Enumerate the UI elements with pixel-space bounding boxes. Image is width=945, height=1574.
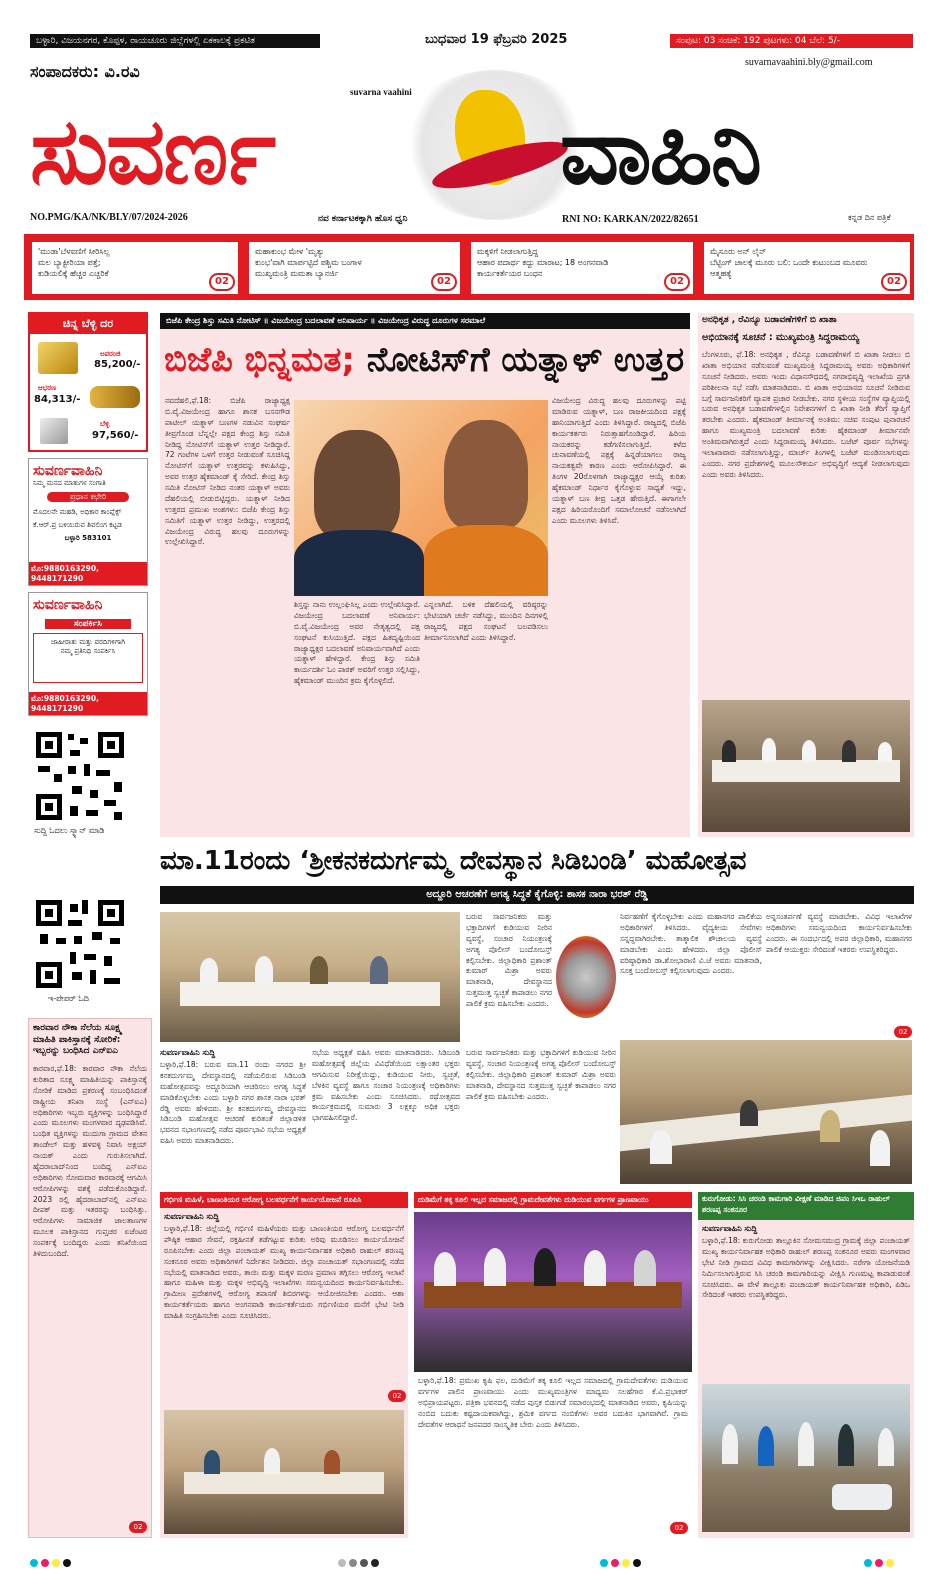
saffron-shirt-right (424, 525, 548, 596)
contact-ad (28, 592, 148, 716)
gold-22-label: ಆಭರಣ (38, 384, 57, 392)
person-figure (878, 1428, 894, 1466)
person-figure (838, 1424, 854, 1466)
person-figure (584, 1250, 606, 1286)
editor-line: ಸಂಪಾದಕರು: ವಿ.ರವಿ (30, 62, 140, 81)
lead-body-col4: ವಿಜಯೇಂದ್ರ ವಿರುದ್ಧ ಹಲವು ದೂರುಗಳನ್ನು ಪಟ್ಟಿ ಮಾಡಿರುವ ಯತ್ನಾಳ್, ಬಣ ರಾಜಕೀಯದಿಂದ ಪಕ್ಷಕ್ಕೆ ಹಾನಿಯಾಗುತ್ತಿದೆ ಎಂದು ತಿಳಿಸಿದ್ದಾರೆ. ರಾಜ್ಯದಲ್ಲಿ ಬಿಜೆಪಿ ಕಾರ್ಯಕರ್ತರು ನಿರುತ್ಸಾಹಗೊಂಡಿದ್ದಾರೆ. ಹಿರಿಯ ನಾಯಕರನ್ನು ಕಡೆಗಣಿಸಲಾಗುತ್ತಿದೆ. ಕಳೆದ ಚುನಾವಣೆಯಲ್ಲಿ ಪಕ್ಷಕ್ಕೆ ಹಿನ್ನಡೆಯಾಗಲು ರಾಜ್ಯ ನಾಯಕತ್ವವೇ ಕಾರಣ ಎಂದು ಆರೋಪಿಸಿದ್ದಾರೆ. ಈ ತಿಂಗಳ 20ರೊಳಗಾಗಿ ರಾಜ್ಯಾಧ್ಯಕ್ಷರ ಆಯ್ಕೆ ಕುರಿತು ಹೈಕಮಾಂಡ್ ನಿರ್ಧಾರ ಕೈಗೊಳ್ಳುವ ಸಾಧ್ಯತೆ ಇದ್ದು, ಯತ್ನಾಳ್ ಬಣ ತೀವ್ರ ಒತ್ತಡ ಹೇರುತ್ತಿದೆ. ಈಗಾಗಲೇ ಪಕ್ಷದ ಹಿರಿಯರೊಂದಿಗೆ ಸಮಾಲೋಚನೆ ನಡೆಸಲಾಗಿದೆ ಎಂದು ಮೂಲಗಳು ತಿಳಿಸಿವೆ. (552, 396, 686, 525)
lead-headline (164, 340, 684, 380)
story-kicker: ಗರ್ಭಿಣಿ ಮಹಿಳೆ, ಬಾಣಂತಿಯರ ಆರೋಗ್ಯ ಬಲವರ್ಧನೆಗೆ ಕಾರ್ಯಯೋಜನೆ ರೂಪಿಸಿ (160, 1192, 408, 1208)
yellow-dot (52, 1559, 60, 1567)
gold-bar-icon (38, 342, 78, 374)
person-figure (634, 1250, 656, 1286)
story-dateline: ಸುವರ್ಣವಾಹಿನಿ ಸುದ್ದಿ (702, 1224, 758, 1233)
lead-body-col2: ಶಿಸ್ತನ್ನು ನಾನು ಉಲ್ಲಂಘಿಸಿಲ್ಲ ಎಂದು ಉಲ್ಲೇಖಿಸಿದ್ದಾರೆ. ವಿಜಯೇಂದ್ರ ಬದಲಾವಣೆ ಅನಿವಾರ್ಯ: ಬಿ.ವೈ.ವಿಜಯೇಂದ್ರ ಅವರ ನೇತೃತ್ವದಲ್ಲಿ ಪಕ್ಷ ಸಂಘಟನೆ ಕುಸಿಯುತ್ತಿದೆ. ಪಕ್ಷದ ಹಿತದೃಷ್ಟಿಯಿಂದ ರಾಜ್ಯಾಧ್ಯಕ್ಷರ ಬದಲಾವಣೆ ಅನಿವಾರ್ಯವಾಗಿದೆ ಎಂದು ಯತ್ನಾಳ್ ಹೇಳಿದ್ದಾರೆ. ಕೇಂದ್ರ ಶಿಸ್ತು ಸಮಿತಿ ಕಾರ್ಯದರ್ಶಿ ಓಂ ಪಾಠಕ್ ಅವರಿಗೆ ಉತ್ತರ ಸಲ್ಲಿಸಿದ್ದು, ಹೈಕಮಾಂಡ್ ಮುಂದಿನ ಕ್ರಮ ಕೈಗೊಳ್ಳಲಿದೆ. (294, 600, 420, 686)
silver-rate: 97,560/- (92, 430, 139, 441)
page-ref-badge[interactable]: 02 (388, 1390, 406, 1402)
temple-meeting-photo-2 (620, 1040, 912, 1184)
ad-brand: ಸುವರ್ಣವಾಹಿನಿ (33, 463, 103, 479)
ad-address-1: ಮೊದಲನೇ ಮಹಡಿ, ಅಧಿಕಾರ ಕಾಂಪ್ಲೆಕ್ಸ್ (33, 508, 122, 516)
page-ref-badge[interactable]: 02 (881, 273, 907, 291)
person-figure (802, 740, 816, 762)
person-figure (204, 1450, 220, 1474)
qr-caption-epaper: ಇ-ಪೇಪರ್ ಓದಿ (48, 994, 89, 1003)
ad-line: ನಮ್ಮ ಪ್ರತಿನಿಧಿ ಸಂಪರ್ಕಿಸಿ (60, 647, 116, 655)
ad-phone[interactable]: ಮೊ:9880163290, 9448171290 (29, 562, 147, 585)
suit-left (294, 530, 424, 596)
book-release-photo (414, 1212, 692, 1372)
story-body: ಬಳ್ಳಾರಿ,ಫೆ.18: ಪ್ರಮುಖ ಕೃಷಿ ಫಲ, ದುಡಿಮೆಗೆ ತಕ್ಕ ಕೂಲಿ ಇಲ್ಲದ ಸಮಾಜದಲ್ಲಿ ಗ್ರಾಮದೇವತೆಗಳು ದುಡಿಯುವ ವರ್ಗಗಳ ಪಾಲಿನ ಪ್ರಾಣವಾಯು ಎಂದು ಮುಖ್ಯಮಂತ್ರಿಗಳ ಮಾಧ್ಯಮ ಸಲಹೆಗಾರ ಕೆ.ವಿ.ಪ್ರಭಾಕರ್ ಅಭಿಪ್ರಾಯಪಟ್ಟರು. ಪತ್ರಿಕಾ ಭವನದಲ್ಲಿ ನಡೆದ ಪುಸ್ತಕ ಬಿಡುಗಡೆ ಸಮಾರಂಭದಲ್ಲಿ ಮಾತನಾಡಿದ ಅವರು, ಕೃಷಿಯನ್ನು ನಂಬಿದ ಬದುಕು ಕಷ್ಟದಾಯಕವಾಗಿದ್ದು, ಶ್ರಮಿಕ ವರ್ಗದ ನಂಬಿಕೆಗಳು ಅವರ ಬದುಕಿನ ಭಾಗವಾಗಿವೆ. ಗ್ರಾಮ ದೇವತೆಗಳ ಆರಾಧನೆ ಜನಪದರ ಸಾಂಸ್ಕೃತಿಕ ಬೇರು ಎಂದು ತಿಳಿಸಿದರು. (418, 1376, 688, 1429)
person-figure (722, 1424, 738, 1464)
cyan-dot (30, 1559, 38, 1567)
health-meeting-photo (164, 1410, 404, 1534)
temple-subhead: ಅದ್ದೂರಿ ಆಚರಣೆಗೆ ಅಗತ್ಯ ಸಿದ್ಧತೆ ಕೈಗೊಳ್ಳಿ: ಶಾಸಕ ನಾರಾ ಭರತ್ ರೆಡ್ಡಿ (160, 886, 914, 904)
issue-date: ಬುಧವಾರ 19 ಫೆಬ್ರವರಿ 2025 (425, 32, 568, 47)
teaser-line: ಬೆಟ್ಟಿಂಗ್ ಜಾಲಕ್ಕೆ ಮೂರು ಬಲಿ: ಒಂದೇ ಕುಟುಂಬದ ಮೂವರು (710, 258, 868, 268)
temple-meeting-photo (160, 912, 460, 1042)
person-figure (870, 1130, 890, 1166)
bkhata-headline: ಅಭಿಯಾನಕ್ಕೆ ಸೂಚನೆ : ಮುಖ್ಯಮಂತ್ರಿ ಸಿದ್ದರಾಮಯ್ಯ (702, 332, 860, 343)
registration-marks-mid (600, 1552, 644, 1571)
person-figure (820, 1110, 840, 1142)
qr-caption-news: ಸುದ್ದಿ ಓದಲು ಸ್ಕ್ಯಾನ್ ಮಾಡಿ (34, 826, 105, 835)
temple-dateline: ಸುವರ್ಣವಾಹಿನಿ ಸುದ್ದಿ (160, 1048, 216, 1057)
silver-bar-icon (40, 418, 68, 444)
lead-headline-black: ನೋಟಿಸ್‌ಗೆ ಯತ್ನಾಳ್ ಉತ್ತರ (354, 340, 685, 380)
ad-phone[interactable]: ಮೊ:9880163290, 9448171290 (29, 692, 147, 715)
edition-banner: ಬಳ್ಳಾರಿ, ವಿಜಯನಗರ, ಕೊಪ್ಪಳ, ರಾಯಚೂರು ಜಿಲ್ಲೆಗಳಲ್ಲಿ ಏಕಕಾಲಕ್ಕೆ ಪ್ರಕಟಿತ (30, 34, 320, 48)
meeting-table (184, 1472, 384, 1494)
yellow-dot (886, 1559, 894, 1567)
story-title: ಕಾರವಾರ ನೌಕಾ ನೆಲೆಯ ಸೂಕ್ಷ್ಮ ಮಾಹಿತಿ ಪಾಕಿಸ್ತಾನಕ್ಕೆ ಸೋರಿಕೆ: ಇಬ್ಬರನ್ನು ಬಂಧಿಸಿದ ಎನ್ಐಎ (33, 1023, 123, 1057)
postal-reg-no: NO.PMG/KA/NK/BLY/07/2024-2026 (30, 212, 188, 223)
teaser-3[interactable] (469, 240, 695, 296)
ad-contact-label: ಸಂಪರ್ಕಿಸಿ (45, 619, 131, 629)
ad-office-label: ಪ್ರಧಾನ ಕಛೇರಿ (47, 492, 129, 502)
person-figure (650, 1130, 672, 1164)
ad-address-2: ಕೆ.ಆರ್.ಪ್ರ ಬಳಿಯಿರುವ ಶಿವಲಿಂಗ ಕಟ್ಟಡ (33, 521, 122, 529)
person-figure (255, 956, 273, 984)
lead-kicker: ಬಿಜೆಪಿ ಕೇಂದ್ರ ಶಿಸ್ತು ಸಮಿತಿ ನೋಟಿಸ್ ॥ ವಿಜಯೇಂದ್ರ ಬದಲಾವಣೆ ಅನಿವಾರ್ಯ ॥ ವಿಜಯೇಂದ್ರ ವಿರುದ್ಧ ದೂರುಗಳ ಸರಮಾಲೆ (160, 313, 690, 329)
story-kicker: ದುಡಿಮೆಗೆ ತಕ್ಕ ಕೂಲಿ ಇಲ್ಲದ ಸಮಾಜದಲ್ಲಿ ಗ್ರಾಮದೇವತೆಗಳು ದುಡಿಯುವ ವರ್ಗಗಳ ಪ್ರಾಣವಾಯು (414, 1192, 692, 1208)
gold-24-label: ಅಪರಂಜಿ (100, 350, 121, 358)
qr-icon (34, 898, 126, 990)
registration-marks-center (338, 1552, 382, 1571)
teaser-1[interactable] (30, 240, 240, 296)
person-figure (324, 1450, 340, 1474)
cm-meeting-photo (702, 700, 910, 832)
temple-body-col5: ಅನ್ನಸಂತರ್ಪಣೆ ವ್ಯವಸ್ಥೆ ಮಾಡಬೇಕು. ವಿವಿಧ ಇಲಾಖೆಗಳ ಅಧಿಕಾರಿಗಳು ಸಮನ್ವಯದಿಂದ ಕಾರ್ಯನಿರ್ವಹಿಸಬೇಕು ಎಂದರು. ಈ ಸಂದರ್ಭದಲ್ಲಿ ಅಪರ ಜಿಲ್ಲಾಧಿಕಾರಿ, ಮಹಾನಗರ ಪಾಲಿಕೆ ಆಯುಕ್ತರು ಸೇರಿದಂತೆ ಇತರರು ಉಪಸ್ಥಿತರಿದ್ದರು. (766, 912, 912, 954)
teaser-line: ಮೈಸೂರು ಅನ್ ಲೈನ್ (710, 247, 767, 256)
page-ref-badge[interactable]: 02 (664, 273, 690, 291)
person-figure (434, 1252, 456, 1286)
black-dot (633, 1559, 641, 1567)
teaser-line: ಕುಡಿಯಲಿಕ್ಕೆ ಹೆಚ್ಚರ ಎಚ್ಚರಿಕೆ (38, 269, 109, 279)
qr-code-news[interactable] (34, 730, 126, 822)
teaser-line: ಮಲ ಬ್ಯಾಕ್ಟೀರಿಯಾ ಪತ್ತೆ; (38, 258, 101, 268)
politician-figure-right (444, 420, 528, 530)
teaser-2[interactable] (247, 240, 462, 296)
ad-address-3: ಬಳ್ಳಾರಿ 583101 (64, 534, 112, 542)
ad-brand: ಸುವರ್ಣವಾಹಿನಿ (33, 597, 103, 613)
temple-body-col2: ಸಭೆಯ ಅಧ್ಯಕ್ಷತೆ ವಹಿಸಿ ಅವರು ಮಾತನಾಡಿದರು. ಸಿಡಿಬಂಡಿ ಮಹೋತ್ಸವಕ್ಕೆ ಜಿಲ್ಲೆಯ ವಿವಿಧೆಡೆಯಿಂದ ಲಕ್ಷಾಂತರ ಭಕ್ತರು ಆಗಮಿಸುವ ನಿರೀಕ್ಷೆಯಿದ್ದು, ಕುಡಿಯುವ ನೀರು, ಸ್ವಚ್ಛತೆ, ಬೆಳಕಿನ ವ್ಯವಸ್ಥೆ ಹಾಗೂ ಸಂಚಾರ ನಿಯಂತ್ರಣಕ್ಕೆ ಅಧಿಕಾರಿಗಳು ಕ್ರಮ ವಹಿಸಬೇಕು ಎಂದು ಸೂಚಿಸಿದರು. ರಥೋತ್ಸವದ ಕಾರ್ಯಕ್ರಮದಲ್ಲಿ ಸುಮಾರು 3 ಲಕ್ಷಕ್ಕೂ ಅಧಿಕ ಭಕ್ತರು ಭಾಗವಹಿಸಲಿದ್ದಾರೆ. (312, 1048, 460, 1123)
story-body: ಬಳ್ಳಾರಿ,ಫೆ.18: ಜಿಲ್ಲೆಯಲ್ಲಿ ಗರ್ಭಿಣಿ ಮಹಿಳೆಯರು ಮತ್ತು ಬಾಣಂತಿಯರ ಆರೋಗ್ಯ ಬಲವರ್ಧನೆಗೆ ಪೌಷ್ಠಿಕ ಆಹಾರ ಸೇವನೆ, ರಕ್ತಹೀನತೆ ತಡೆಗಟ್ಟುವ ಕುರಿತು ಅರಿವು ಮೂಡಿಸಲು ಕಾರ್ಯಯೋಜನೆ ರೂಪಿಸಬೇಕು ಎಂದು ಜಿಲ್ಲಾ ಪಂಚಾಯತ್ ಮುಖ್ಯ ಕಾರ್ಯನಿರ್ವಾಹಕ ಅಧಿಕಾರಿ ರಾಹುಲ್ ಶರಣಪ್ಪ ಸಂಕನೂರ ಅವರು ಅಧಿಕಾರಿಗಳಿಗೆ ನಿರ್ದೇಶನ ನೀಡಿದರು. ಜಿಲ್ಲಾ ಪಂಚಾಯತ್ ಸಭಾಂಗಣದಲ್ಲಿ ನಡೆದ ಸಭೆಯಲ್ಲಿ ಮಾತನಾಡಿದ ಅವರು, ತಾಯಿ ಮತ್ತು ಮಕ್ಕಳ ಮರಣ ಪ್ರಮಾಣ ತಗ್ಗಿಸಲು ಆರೋಗ್ಯ ಇಲಾಖೆ ಹಾಗೂ ಮಹಿಳಾ ಮತ್ತು ಮಕ್ಕಳ ಅಭಿವೃದ್ಧಿ ಇಲಾಖೆಗಳು ಸಮನ್ವಯದಿಂದ ಕಾರ್ಯನಿರ್ವಹಿಸಬೇಕು. ಗ್ರಾಮೀಣ ಪ್ರದೇಶಗಳಲ್ಲಿ ಆರೋಗ್ಯ ತಪಾಸಣೆ ಶಿಬಿರಗಳನ್ನು ಆಯೋಜಿಸಬೇಕು ಎಂದರು. ಆಶಾ ಕಾರ್ಯಕರ್ತೆಯರು ಹಾಗೂ ಅಂಗನವಾಡಿ ಕಾರ್ಯಕರ್ತೆಯರು ಗರ್ಭಿಣಿಯರ ಮನೆಗೆ ಭೇಟಿ ನೀಡಿ ಮಾಹಿತಿ ಸಂಗ್ರಹಿಸಬೇಕು ಎಂದು ಸೂಚಿಸಿದರು. (164, 1224, 404, 1320)
story-kicker: ಕುರುಗೋಡು: ಸಿಸಿ ಚರಂಡಿ ಕಾಮಗಾರಿ ವೀಕ್ಷಣೆ ಮಾಡಿದ ಜಿಪಂ ಸಿಇಒ ರಾಹುಲ್ ಶರಣಪ್ಪ ಸಂಕನೂರ (698, 1192, 914, 1220)
vehicle (832, 1484, 892, 1510)
person-figure (534, 1248, 556, 1286)
lead-body-col3: ಎನ್ನಲಾಗಿದೆ. ಬಳಿಕ ದೆಹಲಿಯಲ್ಲಿ ವರಿಷ್ಠರನ್ನು ಭೇಟಿಯಾಗಿ ಚರ್ಚೆ ನಡೆಸಿದ್ದು, ಮುಂದಿನ ದಿನಗಳಲ್ಲಿ ರಾಜ್ಯದಲ್ಲಿ ಪಕ್ಷದ ಸಂಘಟನೆ ಬಲಪಡಿಸಲು ತೀರ್ಮಾನಿಸಲಾಗಿದೆ ಎಂದು ತಿಳಿಸಿದ್ದಾರೆ. (424, 600, 548, 642)
registration-marks-right (864, 1552, 897, 1571)
teaser-line: ಮುಖ್ಯಮಂತ್ರಿ ಮಮತಾ ಬ್ಯಾನರ್ಜಿ (255, 269, 339, 279)
ad-line: ಜಾಹೀರಾತು ಮತ್ತು ವರದಿಗಳಿಗಾಗಿ (50, 638, 126, 646)
daily-label: ಕನ್ನಡ ದಿನ ಪತ್ರಿಕೆ (848, 213, 891, 222)
meeting-table (180, 982, 440, 1006)
cyan-dot (600, 1559, 608, 1567)
teaser-line: ಕುಂಭ'ವಾಗಿ ಮಾರ್ಪಟ್ಟಿದೆ ಪಶ್ಚಿಮ ಬಂಗಾಳ (255, 258, 362, 268)
site-visit-photo (702, 1384, 910, 1532)
temple-body-col3: ಬರುವ ಸಾರ್ವಜನಿಕರು ಮತ್ತು ಭಕ್ತಾದಿಗಳಿಗೆ ಕುಡಿಯುವ ನೀರಿನ ವ್ಯವಸ್ಥೆ, ಸಂಚಾರ ನಿಯಂತ್ರಣಕ್ಕೆ ಅಗತ್ಯ ಪೊಲೀಸ್ ಬಂದೋಬಸ್ತ್ ಕಲ್ಪಿಸಬೇಕು. ಜಿಲ್ಲಾಧಿಕಾರಿ ಪ್ರಶಾಂತ್ ಕುಮಾರ್ ಮಿಶ್ರಾ ಅವರು ಮಾತನಾಡಿ, ದೇವಸ್ಥಾನದ ಸುತ್ತಮುತ್ತ ಸ್ವಚ್ಛತೆ ಕಾಪಾಡಲು ನಗರ ಪಾಲಿಕೆ ಕ್ರಮ ವಹಿಸಬೇಕು ಎಂದರು. (466, 912, 552, 1008)
person-figure (370, 956, 388, 984)
politician-figure-left (314, 430, 400, 540)
temple-body-col1: ಬಳ್ಳಾರಿ,ಫೆ.18: ಬರುವ ಮಾ.11 ರಂದು ನಗರದ ಶ್ರೀ ಕನಕದುರ್ಗಮ್ಮ ದೇವಸ್ಥಾನದಲ್ಲಿ ನಡೆಯಲಿರುವ ಸಿಡಿಬಂಡಿ ಮಹೋತ್ಸವವನ್ನು ಅದ್ದೂರಿಯಾಗಿ ಆಚರಿಸಲು ಅಗತ್ಯ ಸಿದ್ಧತೆ ಮಾಡಿಕೊಳ್ಳಬೇಕು ಎಂದು ಬಳ್ಳಾರಿ ನಗರ ಶಾಸಕ ನಾರಾ ಭರತ್ ರೆಡ್ಡಿ ಅವರು ಹೇಳಿದರು. ಶ್ರೀ ಕನಕದುರ್ಗಮ್ಮ ದೇವಸ್ಥಾನದ ಸಿಡಿಬಂಡಿ ಮಹೋತ್ಸವ ಆಚರಣೆ ಕುರಿತಂತೆ ಜಿಲ್ಲಾಡಳಿತ ಭವನದ ಸಭಾಂಗಣದಲ್ಲಿ ನಡೆದ ಪೂರ್ವಭಾವಿ ಸಭೆಯ ಅಧ್ಯಕ್ಷತೆ ವಹಿಸಿ ಅವರು ಮಾತನಾಡಿದರು. (160, 1060, 306, 1146)
qr-icon (34, 730, 126, 822)
gray-dot (349, 1559, 357, 1567)
page-ref-badge[interactable]: 02 (670, 1522, 688, 1534)
teaser-line: ಆತ್ಮಹತ್ಯೆ (710, 269, 732, 279)
person-figure (264, 1448, 280, 1474)
email[interactable]: suvarnavaahini.bly@gmail.com (745, 57, 873, 68)
gold-rate-title: ಚಿನ್ನ ಬೆಳ್ಳಿ ದರ (30, 314, 146, 334)
goddess-idol-photo (556, 936, 616, 1018)
gray-dot (360, 1559, 368, 1567)
story-body: ಕಾರವಾರ,ಫೆ.18: ಕಾರವಾರ ನೌಕಾ ನೆಲೆಯ ಕುರಿತಾದ ಸೂಕ್ಷ್ಮ ಮಾಹಿತಿಯನ್ನು ಪಾಕಿಸ್ತಾನಕ್ಕೆ ಸೋರಿಕೆ ಮಾಡಿದ ಪ್ರಕರಣಕ್ಕೆ ಸಂಬಂಧಿಸಿದಂತೆ ರಾಷ್ಟ್ರೀಯ ತನಿಖಾ ಸಂಸ್ಥೆ (ಎನ್‌ಐಎ) ಅಧಿಕಾರಿಗಳು ಇಬ್ಬರು ವ್ಯಕ್ತಿಗಳನ್ನು ಬಂಧಿಸಿದ್ದಾರೆ ಎಂದು ಮೂಲಗಳು ಮಂಗಳವಾರ ದೃಢಪಡಿಸಿವೆ. ಬಂಧಿತ ವ್ಯಕ್ತಿಗಳನ್ನು ಮುದುಗಾ ಗ್ರಾಮದ ವೇತನ ತಾಂಡೇಲ್ ಮತ್ತು ಹಳವಳ್ಳಿ ನಿವಾಸಿ ಅಕ್ಷಯ್ ನಾಯಕ್ ಎಂದು ಗುರುತಿಸಲಾಗಿದೆ. ಹೈದರಾಬಾದ್‌ನಿಂದ ಬಂದಿದ್ದ ಎನ್‌ಐಎ ಅಧಿಕಾರಿಗಳು ಸೋಮವಾರ ಕಾರವಾರಕ್ಕೆ ಆಗಮಿಸಿ ಆರೋಪಿಗಳನ್ನು ವಶಕ್ಕೆ ಪಡೆದುಕೊಂಡಿದ್ದಾರೆ. 2023 ರಲ್ಲಿ ಹೈದರಾಬಾದ್‌ನಲ್ಲಿ ಎನ್‌ಐಎ ದೀಪಕ್ ಮತ್ತು ಇತರರನ್ನು ಬಂಧಿಸಿತ್ತು. ಆರೋಪಿಗಳು ಸಾಮಾಜಿಕ ಜಾಲತಾಣಗಳ ಮೂಲಕ ಪಾಕಿಸ್ತಾನದ ಗುಪ್ತಚರ ಏಜೆಂಟರ ಸಂಪರ್ಕಕ್ಕೆ ಬಂದಿದ್ದರು ಎಂದು ತನಿಖೆಯಿಂದ ತಿಳಿದುಬಂದಿದೆ. (33, 1064, 147, 1258)
person-figure (842, 740, 856, 762)
page-ref-badge[interactable]: 02 (209, 273, 235, 291)
qr-code-epaper[interactable] (34, 898, 126, 990)
masthead-title-right: ವಾಹಿನಿ (560, 97, 760, 205)
brand-small: suvarna vaahini (350, 87, 412, 97)
story-body: ಬಳ್ಳಾರಿ,ಫೆ.18: ಕುರುಗೋಡು ತಾಲ್ಲೂಕಿನ ಸೋಮಸಮುದ್ರ ಗ್ರಾಮಕ್ಕೆ ಜಿಲ್ಲಾ ಪಂಚಾಯತ್ ಮುಖ್ಯ ಕಾರ್ಯನಿರ್ವಾಹಕ ಅಧಿಕಾರಿ ರಾಹುಲ್ ಶರಣಪ್ಪ ಸಂಕನೂರ ಅವರು ಮಂಗಳವಾರ ಭೇಟಿ ನೀಡಿ ಗ್ರಾಮದ ವಿವಿಧ ಕಾಮಗಾರಿಗಳನ್ನು ವೀಕ್ಷಿಸಿದರು. ನರೇಗಾ ಯೋಜನೆಯಡಿ ನಿರ್ಮಿಸಲಾಗುತ್ತಿರುವ ಸಿಸಿ ಚರಂಡಿ ಕಾಮಗಾರಿಯನ್ನು ವೀಕ್ಷಿಸಿ ಗುಣಮಟ್ಟ ಕಾಪಾಡುವಂತೆ ಸೂಚಿಸಿದರು. ಈ ವೇಳೆ ತಾಲ್ಲೂಕು ಪಂಚಾಯತ್ ಕಾರ್ಯನಿರ್ವಾಹಕ ಅಧಿಕಾರಿ, ಪಿಡಿಒ ಸೇರಿದಂತೆ ಇತರರು ಉಪಸ್ಥಿತರಿದ್ದರು. (702, 1236, 910, 1300)
lead-body-col1: ನವದೆಹಲಿ,ಫೆ.18: ಬಿಜೆಪಿ ರಾಜ್ಯಾಧ್ಯಕ್ಷ ಬಿ.ವೈ.ವಿಜಯೇಂದ್ರ ಹಾಗೂ ಶಾಸಕ ಬಸನಗೌಡ ಪಾಟೀಲ್ ಯತ್ನಾಳ್ ಬಣಗಳ ನಡುವಿನ ಸಂಘರ್ಷ ತೀವ್ರಗೊಂಡ ಬೆನ್ನಲ್ಲೇ ಪಕ್ಷದ ಕೇಂದ್ರ ಶಿಸ್ತು ಸಮಿತಿ ನೀಡಿದ್ದ ನೋಟಿಸ್‌ಗೆ ಯತ್ನಾಳ್ ಉತ್ತರ ನೀಡಿದ್ದಾರೆ. 72 ಗಂಟೆಗಳ ಒಳಗೆ ಉತ್ತರ ನೀಡುವಂತೆ ಸೂಚಿಸಿದ್ದ ನೋಟಿಸ್‌ಗೆ ಯತ್ನಾಳ್ ಉತ್ತರವನ್ನು ಕಳುಹಿಸಿದ್ದು, ಅವರ ಉತ್ತರ ಹೈಕಮಾಂಡ್ ಕೈ ಸೇರಿದೆ. ಕೇಂದ್ರ ಶಿಸ್ತು ಸಮಿತಿ ನೋಟಿಸ್ ನೀಡಿದ ನಂತರ ಯತ್ನಾಳ್ ಅವರು ದೆಹಲಿಯಲ್ಲಿ ಬೀಡುಬಿಟ್ಟಿದ್ದರು. ಯತ್ನಾಳ್ ನೀಡಿದ ಉತ್ತರದ ಪ್ರಮುಖ ಅಂಶಗಳು: ಬಿಜೆಪಿ ಕೇಂದ್ರ ಶಿಸ್ತು ಸಮಿತಿಗೆ ಯತ್ನಾಳ್ ಉತ್ತರ ನೀಡಿದ್ದು, ಉತ್ತರದಲ್ಲಿ ವಿಜಯೇಂದ್ರ ವಿರುದ್ಧ ಹಲವು ದೂರುಗಳನ್ನು ಉಲ್ಲೇಖಿಸಿದ್ದಾರೆ. (165, 396, 290, 547)
bkhata-body: ಬೆಂಗಳೂರು, ಫೆ.18: ಅನಧಿಕೃತ , ರೆವಿನ್ಯೂ ಬಡಾವಣೆಗಳಿಗೆ ಬಿ ಖಾತಾ ನೀಡಲು ಬಿ ಖಾತಾ ಅಭಿಯಾನ ನಡೆಸುವಂತೆ ಮುಖ್ಯಮಂತ್ರಿ ಸಿದ್ದರಾಮಯ್ಯ ಅವರು ಅಧಿಕಾರಿಗಳಿಗೆ ಸೂಚನೆ ನೀಡಿದರು. ಅವರು ಇಂದು ವಿಧಾನಸೌಧದಲ್ಲಿ ನಗರಾಭಿವೃದ್ಧಿ ಇಲಾಖೆಯ ಪ್ರಗತಿ ಪರಿಶೀಲನಾ ಸಭೆ ನಡೆಸಿ ಮಾತನಾಡಿದರು. ಬಿ ಖಾತಾ ಅಭಿಯಾನದ ಸೂಚನೆ ನೀಡಿರುವ ಬಗ್ಗೆ ಸಾರ್ವಜನಿಕರಿಗೆ ವ್ಯಾಪಕ ಪ್ರಚಾರ ನೀಡಬೇಕು. ನಗರ ಸ್ಥಳೀಯ ಸಂಸ್ಥೆಗಳ ವ್ಯಾಪ್ತಿಯಲ್ಲಿ ಬರುವ ಅನಧಿಕೃತ ಬಡಾವಣೆಗಳಲ್ಲಿನ ನಿವೇಶನಗಳಿಗೆ ಬಿ ಖಾತಾ ನೀಡಿ ತೆರಿಗೆ ವ್ಯಾಪ್ತಿಗೆ ತರಬೇಕು ಎಂದರು. ಹೈಕಮಾಂಡ್ ತೀರ್ಮಾನಕ್ಕೆ ಅಂತಿಮ: ಸಚಿವ ಸಂಪುಟ ಪುನಾರಚನೆ ಹಾಗೂ ಮುಖ್ಯಮಂತ್ರಿ ಬದಲಾವಣೆ ಕುರಿತು ಹೈಕಮಾಂಡ್ ತೀರ್ಮಾನವೇ ಅಂತಿಮವಾಗಿರುತ್ತದೆ ಎಂದು ಸಿದ್ದರಾಮಯ್ಯ ತಿಳಿಸಿದರು. ಬಜೆಟ್ ಪೂರ್ವ ಸಭೆಗಳನ್ನು ಇಲಾಖಾವಾರು ನಡೆಸಲಾಗುತ್ತಿದ್ದು, ಮಾರ್ಚ್ ತಿಂಗಳಲ್ಲಿ ಬಜೆಟ್ ಮಂಡಿಸಲಾಗುವುದು ಎಂದರು. ನಗರ ಪ್ರದೇಶಗಳಲ್ಲಿ ಮೂಲಸೌಕರ್ಯ ಅಭಿವೃದ್ಧಿಗೆ ಆದ್ಯತೆ ನೀಡಲಾಗುವುದು ಎಂದು ಅವರು ತಿಳಿಸಿದರು. (702, 350, 910, 479)
person-figure (310, 956, 328, 984)
person-figure (762, 738, 776, 762)
gold-22-rate: 84,313/- (34, 394, 81, 405)
black-dot (63, 1559, 71, 1567)
bkhata-kicker: ಅನಧಿಕೃತ , ರೆವಿನ್ಯೂ ಬಡಾವಣೆಗಳಿಗೆ ಬಿ ಖಾತಾ (702, 315, 837, 325)
nia-story (28, 1018, 152, 1538)
cyan-dot (864, 1559, 872, 1567)
temple-body-col2b: ಬರುವ ಸಾರ್ವಜನಿಕರು ಮತ್ತು ಭಕ್ತಾದಿಗಳಿಗೆ ಕುಡಿಯುವ ನೀರಿನ ವ್ಯವಸ್ಥೆ, ಸಂಚಾರ ನಿಯಂತ್ರಣಕ್ಕೆ ಅಗತ್ಯ ಪೊಲೀಸ್ ಬಂದೋಬಸ್ತ್ ಕಲ್ಪಿಸಬೇಕು. ಜಿಲ್ಲಾಧಿಕಾರಿ ಪ್ರಶಾಂತ್ ಕುಮಾರ್ ಮಿಶ್ರಾ ಅವರು ಮಾತನಾಡಿ, ದೇವಸ್ಥಾನದ ಸುತ್ತಮುತ್ತ ಸ್ವಚ್ಛತೆ ಕಾಪಾಡಲು ನಗರ ಪಾಲಿಕೆ ಕ್ರಮ ವಹಿಸಬೇಕು ಎಂದರು. (466, 1048, 616, 1101)
teaser-line: 'ಮುಡಾ'ಬೆಳವಣಿಗೆ ಸೀರಿಸಿಲ್ಲ (38, 247, 110, 256)
gray-dot (338, 1559, 346, 1567)
story-dateline: ಸುವರ್ಣವಾಹಿನಿ ಸುದ್ದಿ (164, 1212, 220, 1221)
teaser-line: ಆಹಾರ ಪದಾರ್ಥ ಕದ್ದು ಮಾರಾಟ; 18 ಅಂಗನವಾಡಿ (477, 258, 609, 268)
gold-chain-icon (90, 386, 140, 408)
page-ref-badge[interactable]: 02 (894, 1026, 912, 1038)
office-ad (28, 458, 148, 586)
rni-number: RNI NO: KARKAN/2022/82651 (562, 214, 699, 225)
teaser-line: ಮಕ್ಕಳಿಗೆ ನೀಡಲಾಗುತ್ತಿದ್ದ (477, 247, 539, 256)
temple-headline: ಮಾ.11ರಂದು ‘ಶ್ರೀಕನಕದುರ್ಗಮ್ಮ ದೇವಸ್ಥಾನ ಸಿಡಿಬಂಡಿ’ ಮಹೋತ್ಸವ (160, 846, 747, 876)
gray-dot (371, 1559, 379, 1567)
magenta-dot (611, 1559, 619, 1567)
person-figure (758, 1426, 774, 1466)
person-figure (484, 1248, 506, 1286)
masthead-title-left: ಸುವರ್ಣ (30, 97, 275, 205)
teaser-line: ಕಾರ್ಯಕರ್ತೆಯರ ಬಂಧನ (477, 269, 543, 279)
lead-headline-red: ಬಿಜೆಪಿ ಭಿನ್ನಮತ; (164, 340, 355, 380)
lead-photo (294, 400, 548, 596)
magenta-dot (41, 1559, 49, 1567)
person-figure (722, 740, 736, 762)
gold-rate-box (28, 312, 148, 452)
person-figure (798, 1422, 814, 1466)
person-figure (740, 1100, 758, 1126)
temple-body-col4: ನಿರ್ವಹಣೆಗೆ ಕೈಗೊಳ್ಳಬೇಕು ಎಂದು ಮಹಾನಗರ ಪಾಲಿಕೆಯ ಅಧಿಕಾರಿಗಳಿಗೆ ತಿಳಿಸಿದರು. ವೈದ್ಯಕೀಯ ಸೇವೆಗಳು ಸನ್ನದ್ಧವಾಗಿರಬೇಕು. ತಾತ್ಕಾಲಿಕ ಶೌಚಾಲಯ ವ್ಯವಸ್ಥೆ ಮಾಡಬೇಕು ಎಂದು ಹೇಳಿದರು. ಜಿಲ್ಲಾ ಪೊಲೀಸ್ ವರಿಷ್ಠಾಧಿಕಾರಿ ಡಾ.ಶೋಭಾರಾಣಿ ವಿ.ಜೆ ಅವರು ಮಾತನಾಡಿ, ಸೂಕ್ತ ಬಂದೋಬಸ್ತ್ ಕಲ್ಪಿಸಲಾಗುವುದು ಎಂದರು. (620, 912, 762, 976)
tagline: ನವ ಕರ್ನಾಟಕಕ್ಕಾಗಿ ಹೊಸ ಧ್ವನಿ (318, 214, 408, 224)
page-ref-badge[interactable]: 02 (431, 273, 457, 291)
meeting-table (712, 760, 900, 782)
registration-marks-left (30, 1552, 74, 1571)
gold-24-rate: 85,200/- (94, 359, 141, 370)
teaser-4[interactable] (702, 240, 912, 296)
issue-banner: ಸಂಪುಟ: 03 ಸಂಚಿಕೆ: 192 ಪುಟಗಳು: 04 ಬೆಲೆ: 5/- (670, 34, 913, 48)
person-figure (878, 742, 892, 762)
magenta-dot (875, 1559, 883, 1567)
silver-label: ಬೆಳ್ಳಿ (100, 420, 110, 428)
ad-sub: ನಿಮ್ಮ ಮನದ ಮಾತುಗಳ ಸಂಗಾತಿ (33, 479, 106, 487)
page-ref-badge[interactable]: 02 (129, 1521, 147, 1533)
teaser-line: ಮಹಾಕುಂಭ ಮೇಳ 'ಮೃತ್ಯು (255, 247, 325, 256)
yellow-dot (622, 1559, 630, 1567)
person-figure (200, 958, 218, 984)
